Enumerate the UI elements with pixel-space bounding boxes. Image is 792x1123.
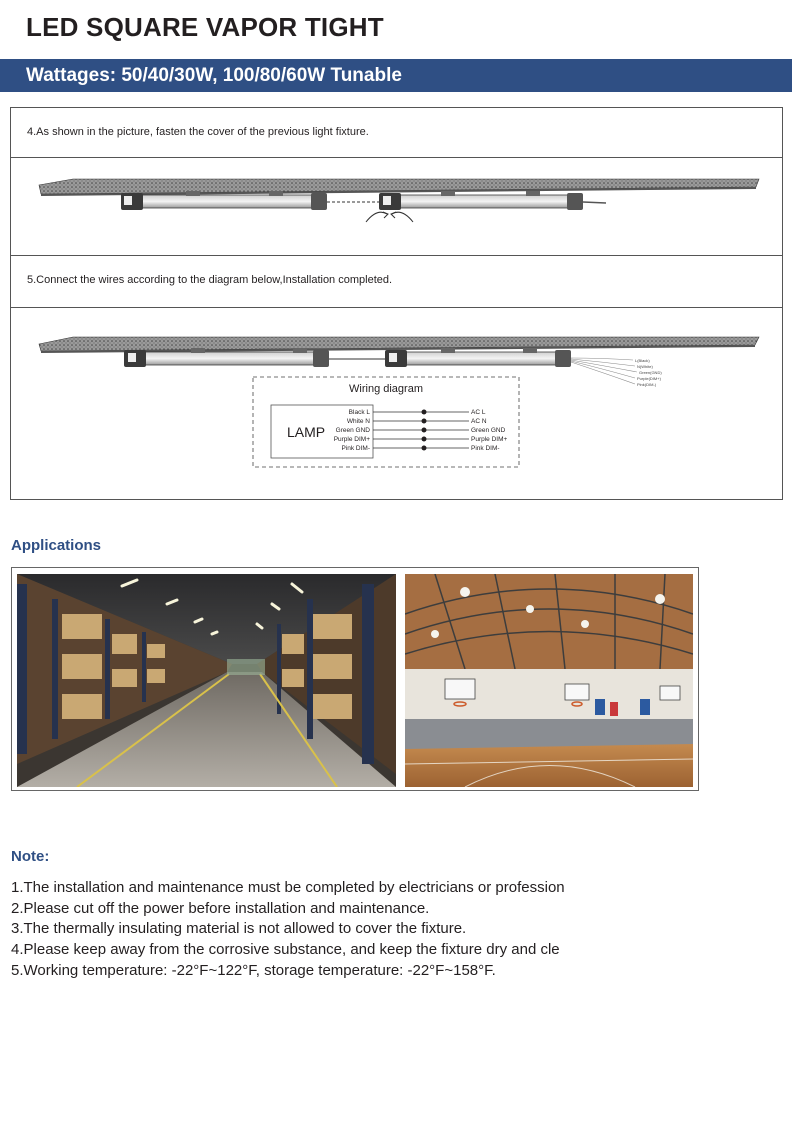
note-item: 1.The installation and maintenance must be completed by electricians or profession [11, 879, 565, 896]
step-5-text: 5.Connect the wires according to the diagram below,Installation completed. [27, 274, 393, 286]
fixture-right [385, 348, 571, 367]
wire-right-label: Green GND [471, 427, 506, 434]
warehouse-photo [17, 574, 396, 787]
step-4-row [11, 108, 782, 158]
wire-left-label: Purple DIM+ [333, 436, 370, 443]
wire-right-label: Pink DIM- [471, 445, 500, 452]
step-4-text: 4.As shown in the picture, fasten the cover of the previous light fixture. [27, 126, 369, 138]
wire-left-label: Black L [348, 409, 370, 416]
gymnasium-photo [405, 574, 693, 787]
wire-right-label: Purple DIM+ [471, 436, 508, 443]
step-5-illustration [11, 308, 782, 499]
note-heading: Note: [11, 848, 50, 865]
note-item: 2.Please cut off the power before installation and maintenance. [11, 899, 430, 917]
lead-label: Purple(DIM+) [637, 376, 661, 381]
lead-label: L(Black) [635, 358, 650, 363]
wire-left-label: White N [346, 418, 370, 425]
wire-right-label: AC L [471, 409, 486, 416]
wire-lead-labels [635, 358, 662, 387]
rotate-arrows-icon [366, 212, 413, 222]
applications-heading: Applications [11, 537, 102, 554]
wire-left-label: Pink DIM- [341, 445, 370, 452]
notes-list [11, 878, 565, 981]
wiring-diagram-title: Wiring diagram [349, 383, 423, 395]
wattage-banner-text: Wattages: 50/40/30W, 100/80/60W Tunable [26, 65, 402, 86]
lead-label: Green(GND) [639, 370, 662, 375]
step-4-illustration [11, 158, 782, 256]
wire-left-label: Green GND [335, 427, 370, 434]
fixture-right [379, 191, 606, 210]
wire-junction-dots [422, 410, 427, 451]
note-item: 5.Working temperature: -22°F~122°F, storage temperature: -22°F~158°F. [11, 961, 496, 979]
wiring-illustration [11, 308, 782, 499]
wire-leads [571, 358, 637, 384]
note-item: 3.The thermally insulating material is not allowed to cover the fixture. [11, 920, 467, 938]
applications-gallery [11, 567, 699, 791]
step-5-row [11, 256, 782, 308]
fixture-cover-illustration [11, 158, 782, 255]
document-title: LED SQUARE VAPOR TIGHT [26, 12, 384, 42]
installation-panel [10, 107, 783, 500]
wiring-diagram [253, 377, 519, 467]
wire-right-label: AC N [471, 418, 487, 425]
note-item: 4.Please keep away from the corrosive substance, and keep the fixture dry and cle [11, 941, 560, 959]
lamp-label: LAMP [287, 424, 326, 440]
lead-label: N(White) [637, 364, 653, 369]
lead-label: Pink(DIM-) [637, 382, 657, 387]
wattage-banner [0, 59, 792, 92]
